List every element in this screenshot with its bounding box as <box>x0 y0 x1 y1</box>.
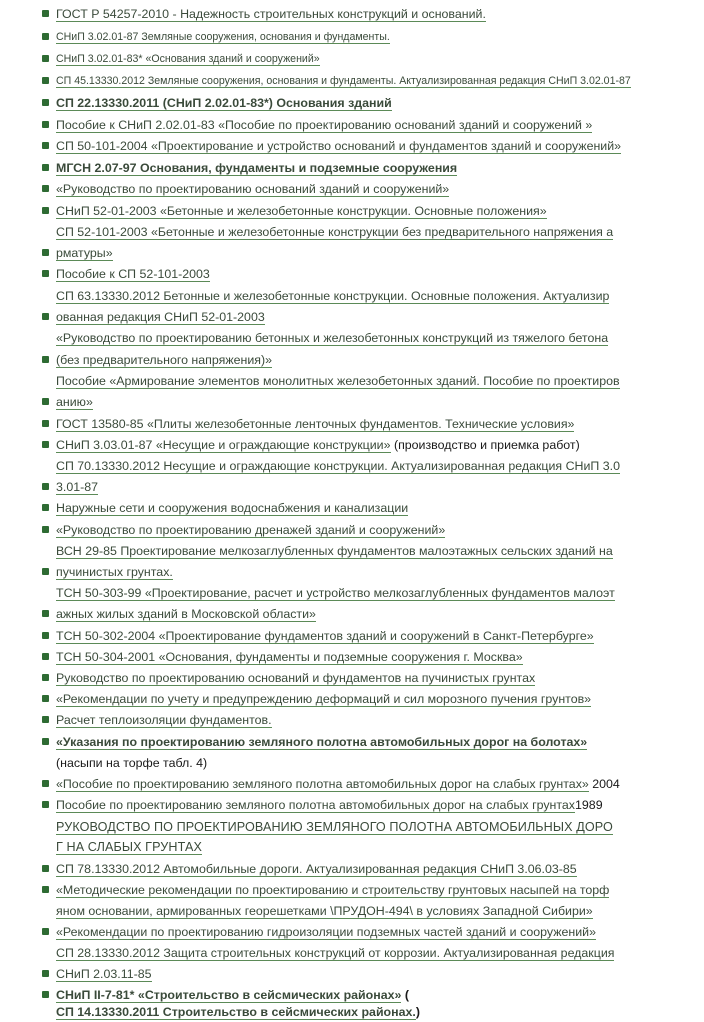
document-note: (производство и приемка работ) <box>390 438 580 452</box>
document-link[interactable]: Пособие к СНиП 2.02.01-83 «Пособие по проектированию оснований зданий и сооружений » <box>56 118 593 132</box>
document-link[interactable]: СП 45.13330.2012 Земляные сооружения, основания и фундаменты. Актуализированная редакция СНиП 3.02.01-87 <box>56 75 631 87</box>
document-link[interactable]: Расчет теплоизоляции фундаментов. <box>56 713 272 727</box>
bullet-icon <box>42 865 49 872</box>
bullet-icon <box>42 121 49 128</box>
bullet-icon <box>42 632 49 639</box>
bullet-icon <box>42 526 49 533</box>
bullet-icon <box>42 928 49 935</box>
document-link[interactable]: яном основании, армированных георешетками \ПРУДОН-494\ в условиях Западной Сибири» <box>56 904 593 918</box>
bullet-icon <box>42 991 49 998</box>
bullet-icon <box>42 970 49 977</box>
bullet-icon <box>42 356 49 363</box>
document-link[interactable]: СП 52-101-2003 «Бетонные и железобетонные конструкции без предварительного напряжения а <box>56 225 614 239</box>
document-link[interactable]: «Методические рекомендации по проектированию и строительству грунтовых насыпей на торф <box>56 883 610 897</box>
bullet-icon <box>42 249 49 256</box>
document-link[interactable]: «Пособие по проектированию земляного полотна автомобильных дорог на слабых грунтах» <box>56 777 589 791</box>
document-link[interactable]: СП 78.13330.2012 Автомобильные дороги. Актуализированная редакция СНиП 3.06.03-85 <box>56 862 577 876</box>
bullet-icon <box>42 674 49 681</box>
bullet-icon <box>42 10 49 17</box>
document-link[interactable]: «Руководство по проектированию оснований зданий и сооружений» <box>56 182 450 196</box>
document-link[interactable]: Руководство по проектированию оснований и фундаментов на пучинистых грунтах <box>56 671 536 685</box>
document-link[interactable]: ВСН 29-85 Проектирование мелкозаглубленных фундаментов малоэтажных сельских зданий на <box>56 544 613 558</box>
bullet-icon <box>42 716 49 723</box>
document-link[interactable]: пучинистых грунтах. <box>56 565 173 579</box>
bullet-icon <box>42 33 49 40</box>
bullet-icon <box>42 780 49 787</box>
document-link[interactable]: рматуры» <box>56 246 113 260</box>
document-link[interactable]: ажных жилых зданий в Московской области» <box>56 607 316 621</box>
document-link[interactable]: СНиП 3.02.01-87 Земляные сооружения, основания и фундаменты. <box>56 31 390 43</box>
document-link[interactable]: ТСН 50-302-2004 «Проектирование фундаментов зданий и сооружений в Санкт-Петербурге» <box>56 629 594 643</box>
bullet-icon <box>42 441 49 448</box>
document-link[interactable]: ГОСТ Р 54257-2010 - Надежность строительных конструкций и оснований. <box>56 7 486 21</box>
bullet-icon <box>42 886 49 893</box>
bullet-icon <box>42 695 49 702</box>
document-link[interactable]: Пособие «Армирование элементов монолитных железобетонных зданий. Пособие по проектиров <box>56 374 620 388</box>
document-link[interactable]: «Руководство по проектированию бетонных и железобетонных конструкций из тяжелого бетона <box>56 331 609 345</box>
document-link[interactable]: СНиП 3.03.01-87 «Несущие и ограждающие конструкции» <box>56 438 391 452</box>
bullet-icon <box>42 270 49 277</box>
document-link[interactable]: «Руководство по проектированию дренажей зданий и сооружений» <box>56 523 446 537</box>
document-link[interactable]: СП 22.13330.2011 (СНиП 2.02.01-83*) Основания зданий <box>56 96 392 110</box>
bullet-icon <box>42 207 49 214</box>
document-link[interactable]: СНиП 3.02.01-83* «Основания зданий и сооружений» <box>56 53 320 65</box>
document-link[interactable]: СП 50-101-2004 «Проектирование и устройство оснований и фундаментов зданий и сооружений» <box>56 139 622 153</box>
bullet-icon <box>42 420 49 427</box>
document-link[interactable]: «Рекомендации по учету и предупреждению деформаций и сил морозного пучения грунтов» <box>56 692 592 706</box>
bullet-icon <box>42 568 49 575</box>
bullet-icon <box>42 483 49 490</box>
document-link[interactable]: РУКОВОДСТВО ПО ПРОЕКТИРОВАНИЮ ЗЕМЛЯНОГО ПОЛОТНА АВТОМОБИЛЬНЫХ ДОРО <box>56 820 613 834</box>
bullet-icon <box>42 185 49 192</box>
bullet-icon <box>42 738 49 745</box>
document-link[interactable]: СП 28.13330.2012 Защита строительных конструкций от коррозии. Актуализированная редакция <box>56 946 615 960</box>
bullet-icon <box>42 313 49 320</box>
document-note: ( <box>401 988 409 1002</box>
document-note: 2004 <box>588 777 620 791</box>
document-link[interactable]: Наружные сети и сооружения водоснабжения и канализации <box>56 501 409 515</box>
document-link[interactable]: Пособие по проектированию земляного полотна автомобильных дорог на слабых грунтах <box>56 798 576 812</box>
bullet-icon <box>42 99 49 106</box>
document-note: ) <box>415 1005 420 1019</box>
document-note: (насыпи на торфе табл. 4) <box>56 756 208 770</box>
document-link[interactable]: СНиП II-7-81* «Строительство в сейсмических районах» <box>56 988 402 1002</box>
document-note: 1989 <box>575 798 603 812</box>
document-link[interactable]: «Указания по проектированию земляного полотна автомобильных дорог на болотах» <box>56 735 588 749</box>
document-link[interactable]: (без предварительного напряжения)» <box>56 353 273 367</box>
bullet-icon <box>42 164 49 171</box>
document-link[interactable]: СНиП 2.03.11-85 <box>56 967 152 981</box>
bullet-icon <box>42 504 49 511</box>
document-link[interactable]: ТСН 50-304-2001 «Основания, фундаменты и подземные сооружения г. Москва» <box>56 650 523 664</box>
document-link[interactable]: СП 70.13330.2012 Несущие и ограждающие конструкции. Актуализированная редакция СНиП 3.0 <box>56 459 620 473</box>
document-link[interactable]: «Рекомендации по проектированию гидроизоляции подземных частей зданий и сооружений» <box>56 925 596 939</box>
document-link[interactable]: 3.01-87 <box>56 480 99 494</box>
document-link[interactable]: МГСН 2.07-97 Основания, фундаменты и подземные сооружения <box>56 161 458 175</box>
bullet-icon <box>42 142 49 149</box>
document-link[interactable]: СП 63.13330.2012 Бетонные и железобетонные конструкции. Основные положения. Актуализир <box>56 289 610 303</box>
document-link[interactable]: Пособие к СП 52-101-2003 <box>56 267 210 281</box>
document-link[interactable]: ГОСТ 13580-85 «Плиты железобетонные ленточных фундаментов. Технические условия» <box>56 417 575 431</box>
document-link[interactable]: ованная редакция СНиП 52-01-2003 <box>56 310 265 324</box>
bullet-icon <box>42 801 49 808</box>
document-link[interactable]: анию» <box>56 395 93 409</box>
bullet-icon <box>42 610 49 617</box>
bullet-icon <box>42 398 49 405</box>
document-link[interactable]: СНиП 52-01-2003 «Бетонные и железобетонные конструкции. Основные положения» <box>56 204 547 218</box>
bullet-icon <box>42 77 49 84</box>
bullet-icon <box>42 653 49 660</box>
document-link[interactable]: ТСН 50-303-99 «Проектирование, расчет и устройство мелкозаглубленных фундаментов малоэт <box>56 586 615 600</box>
document-link[interactable]: Г НА СЛАБЫХ ГРУНТАХ <box>56 840 202 854</box>
document-link[interactable]: СП 14.13330.2011 Строительство в сейсмических районах. <box>56 1005 416 1019</box>
bullet-icon <box>42 55 49 62</box>
